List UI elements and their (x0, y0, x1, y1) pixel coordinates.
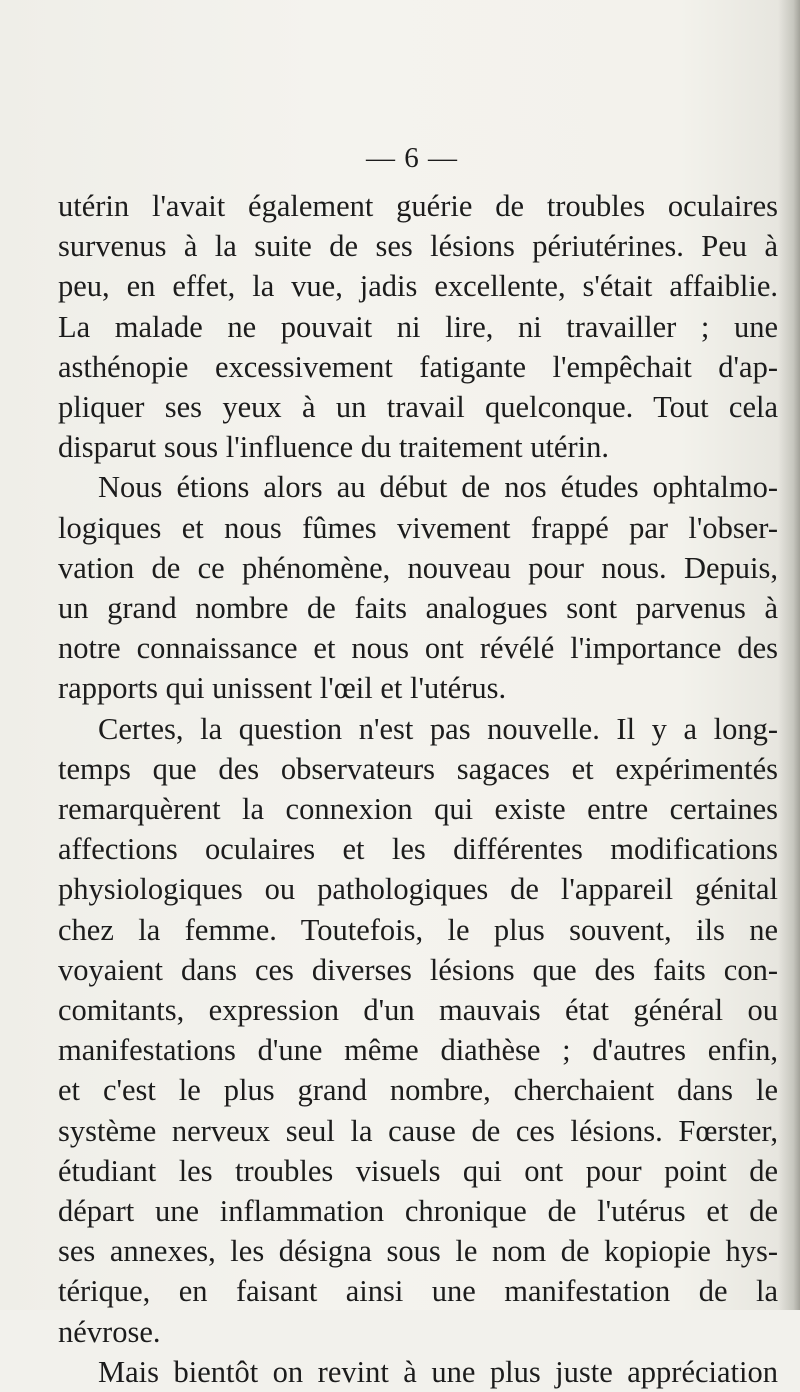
text-line: rapports qui unissent l'œil et l'utérus. (58, 671, 507, 706)
text-line: chez la femme. Toutefois, le plus souvent, ils ne (58, 912, 778, 947)
text-line: térique, en faisant ainsi une manifestation de la (58, 1274, 778, 1309)
text-line: névrose. (58, 1314, 161, 1349)
text-line: voyaient dans ces diverses lésions que des faits con- (58, 952, 778, 987)
text-line: manifestations d'une même diathèse ; d'autres enfin, (58, 1033, 778, 1068)
text-line: vation de ce phénomène, nouveau pour nous. Depuis, (58, 550, 778, 585)
text-line: utérin l'avait également guérie de troubles oculaires (58, 189, 778, 223)
body-text (58, 186, 778, 1392)
paragraph-2 (58, 467, 778, 708)
text-line: remarquèrent la connexion qui existe entre certaines (58, 792, 778, 827)
text-line: physiologiques ou pathologiques de l'appareil génital (58, 872, 778, 907)
text-line: comitants, expression d'un mauvais état général ou (58, 993, 778, 1028)
text-line: notre connaissance et nous ont révélé l'importance des (58, 631, 778, 666)
text-line: Nous étions alors au début de nos études ophtalmo- (98, 470, 778, 505)
page-edge-shadow (778, 0, 800, 1310)
text-line: pliquer ses yeux à un travail quelconque. Tout cela (58, 390, 778, 425)
text-line: temps que des observateurs sagaces et expérimentés (58, 751, 778, 786)
text-line: étudiant les troubles visuels qui ont pour point de (58, 1153, 778, 1188)
text-line: peu, en effet, la vue, jadis excellente, s'était affaiblie. (58, 269, 778, 304)
paragraph-3 (58, 709, 778, 1352)
text-line: Certes, la question n'est pas nouvelle. Il y a long- (98, 711, 778, 746)
text-line: survenus à la suite de ses lésions périutérines. Peu à (58, 229, 778, 264)
text-line: affections oculaires et les différentes modifications (58, 832, 778, 867)
page-number: — 6 — (366, 142, 458, 174)
text-line: asthénopie excessivement fatigante l'empêchait d'ap- (58, 349, 778, 384)
text-line: Mais bientôt on revint à une plus juste appréciation (98, 1354, 778, 1389)
text-line: logiques et nous fûmes vivement frappé par l'obser- (58, 510, 778, 545)
paragraph-1 (58, 186, 778, 467)
text-line: un grand nombre de faits analogues sont parvenus à (58, 591, 778, 626)
text-line: disparut sous l'influence du traitement utérin. (58, 430, 609, 465)
paragraph-4 (58, 1352, 778, 1392)
text-line: ses annexes, les désigna sous le nom de kopiopie hys- (58, 1234, 778, 1269)
text-line: système nerveux seul la cause de ces lésions. Fœrster, (58, 1113, 778, 1148)
text-line: et c'est le plus grand nombre, cherchaient dans le (58, 1073, 778, 1108)
text-line: départ une inflammation chronique de l'utérus et de (58, 1194, 778, 1229)
text-line: La malade ne pouvait ni lire, ni travailler ; une (58, 309, 778, 344)
